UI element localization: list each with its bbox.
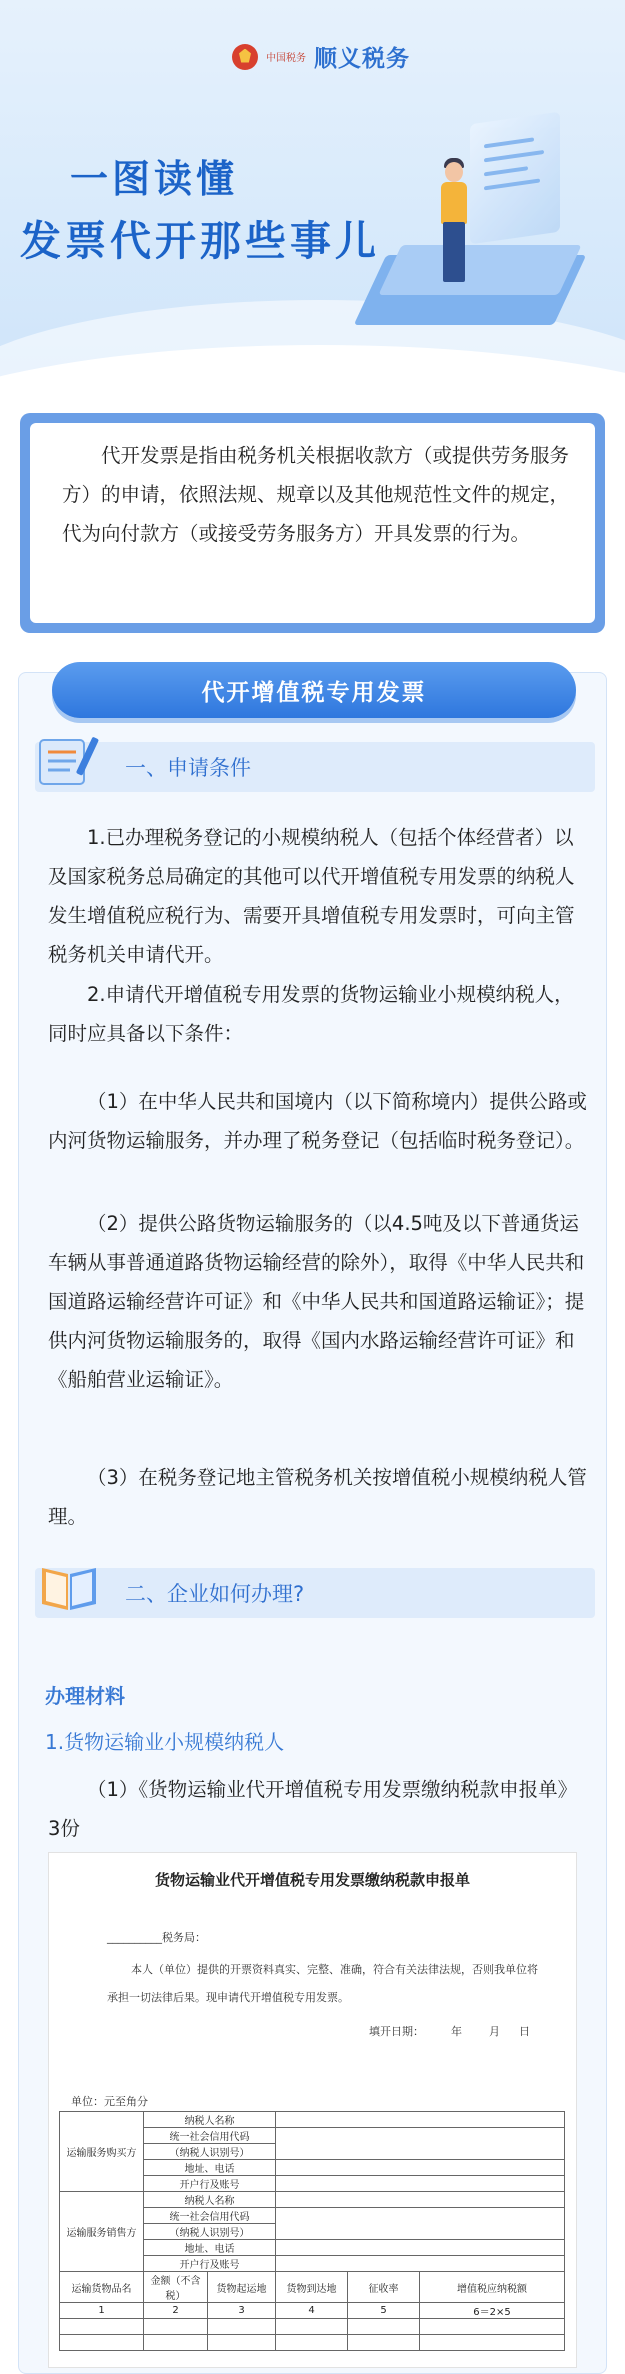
table-cell [276,2319,348,2335]
table-cell [144,2335,208,2351]
column-number: 1 [60,2303,144,2319]
field-label: 纳税人名称 [144,2192,276,2208]
column-header: 货物到达地 [276,2272,348,2303]
column-number: 6＝2×5 [420,2303,565,2319]
section2-title: 二、企业如何办理? [125,1582,305,1606]
page-title-line1: 一图读懂 [70,157,239,201]
table-cell [208,2335,276,2351]
table-row [60,2112,565,2128]
table-cell [420,2335,565,2351]
section1-title: 一、申请条件 [125,756,251,780]
page-title-line2: 发票代开那些事儿 [20,217,380,265]
section1-paragraph: （1）在中华人民共和国境内（以下简称境内）提供公路或内河货物运输服务，并办理了税务登记（包括临时税务登记）。 [48,1090,587,1152]
form-document [48,1852,577,2368]
field-label: 开户行及账号 [144,2256,276,2272]
table-cell [348,2319,420,2335]
table-row [60,2335,565,2351]
illustration-person [443,222,465,282]
brand-name: 顺义税务 [314,46,410,72]
open-book-icon [36,1554,106,1618]
column-header: 征收率 [348,2272,420,2303]
field-label: 开户行及账号 [144,2176,276,2192]
table-cell [276,2335,348,2351]
field-label: 地址、电话 [144,2240,276,2256]
form-date-month: 月 [489,2025,500,2038]
form-statement: 本人（单位）提供的开票资料真实、完整、准确，符合有关法律法规，否则我单位将 [131,1963,538,1976]
column-header: 金额（不含税） [144,2272,208,2303]
field-label: 统一社会信用代码 [144,2128,276,2144]
form-statement: 承担一切法律后果。现申请代开增值税专用发票。 [107,1991,349,2004]
table-cell [60,2319,144,2335]
field-value [276,2128,565,2160]
field-value [276,2160,565,2176]
column-header: 运输货物品名 [60,2272,144,2303]
column-number: 3 [208,2303,276,2319]
section1-paragraph: （2）提供公路货物运输服务的（以4.5吨及以下普通货运车辆从事普通道路货物运输经营的除外），取得《中华人民共和国道路运输经营许可证》和《中华人民共和国道路运输证》；提供内河货物运输服务的，取得《国内水路运输经营许可证》和《船舶营业运输证》。 [48,1212,585,1391]
tax-emblem-icon [232,44,258,70]
illustration-screen [470,112,560,245]
illustration-platform [378,245,581,295]
field-label: 纳税人名称 [144,2112,276,2128]
column-number: 2 [144,2303,208,2319]
form-date-label: 填开日期： [369,2025,424,2038]
materials-heading: 办理材料 [45,1684,125,1708]
column-number: 5 [348,2303,420,2319]
field-label: 地址、电话 [144,2160,276,2176]
buyer-label: 运输服务购买方 [60,2112,144,2192]
brand-logo [232,40,410,73]
field-value [276,2256,565,2272]
section1-paragraph: 2.申请代开增值税专用发票的货物运输业小规模纳税人，同时应具备以下条件： [48,983,574,1045]
form-table [59,2111,565,2351]
table-cell [348,2335,420,2351]
materials-item: （1）《货物运输业代开增值税专用发票缴纳税款申报单》3份 [48,1778,578,1840]
section-pill: 代开增值税专用发票 [52,662,576,718]
table-cell [208,2319,276,2335]
field-label: （纳税人识别号） [144,2144,276,2160]
table-cell [420,2319,565,2335]
table-header-row [60,2272,565,2303]
section1-paragraph: （3）在税务登记地主管税务机关按增值税小规模纳税人管理。 [48,1466,587,1528]
form-unit: 单位：元至角分 [71,2095,148,2108]
form-date-year: 年 [451,2025,462,2038]
brand-small-text: 中国税务 [266,53,306,64]
section1-paragraph: 1.已办理税务登记的小规模纳税人（包括个体经营者）以及国家税务总局确定的其他可以代开增值税专用发票的纳税人发生增值税应税行为、需要开具增值税专用发票时，可向主管税务机关申请代开。 [48,826,575,966]
form-title: 货物运输业代开增值税专用发票缴纳税款申报单 [154,1871,470,1889]
illustration-person [445,162,463,182]
materials-subheading: 1.货物运输业小规模纳税人 [45,1730,285,1754]
table-row [60,2192,565,2208]
table-cell [144,2319,208,2335]
field-label: 统一社会信用代码 [144,2208,276,2224]
field-value [276,2192,565,2208]
column-header: 增值税应纳税额 [420,2272,565,2303]
field-value [276,2176,565,2192]
illustration-person [441,182,467,224]
section1-header-bar [35,742,595,792]
table-row [60,2303,565,2319]
field-value [276,2112,565,2128]
column-header: 货物起运地 [208,2272,276,2303]
document-pencil-icon [36,730,106,792]
section2-header-bar [35,1568,595,1618]
form-bureau-line: __________税务局： [107,1931,206,1944]
field-label: （纳税人识别号） [144,2224,276,2240]
table-cell [60,2335,144,2351]
form-date-day: 日 [519,2025,530,2038]
seller-label: 运输服务销售方 [60,2192,144,2272]
table-row [60,2319,565,2335]
field-value [276,2208,565,2240]
field-value [276,2240,565,2256]
intro-text: 代开发票是指由税务机关根据收款方（或提供劳务服务方）的申请，依照法规、规章以及其他规范性文件的规定，代为向付款方（或接受劳务服务方）开具发票的行为。 [62,444,570,545]
column-number: 4 [276,2303,348,2319]
